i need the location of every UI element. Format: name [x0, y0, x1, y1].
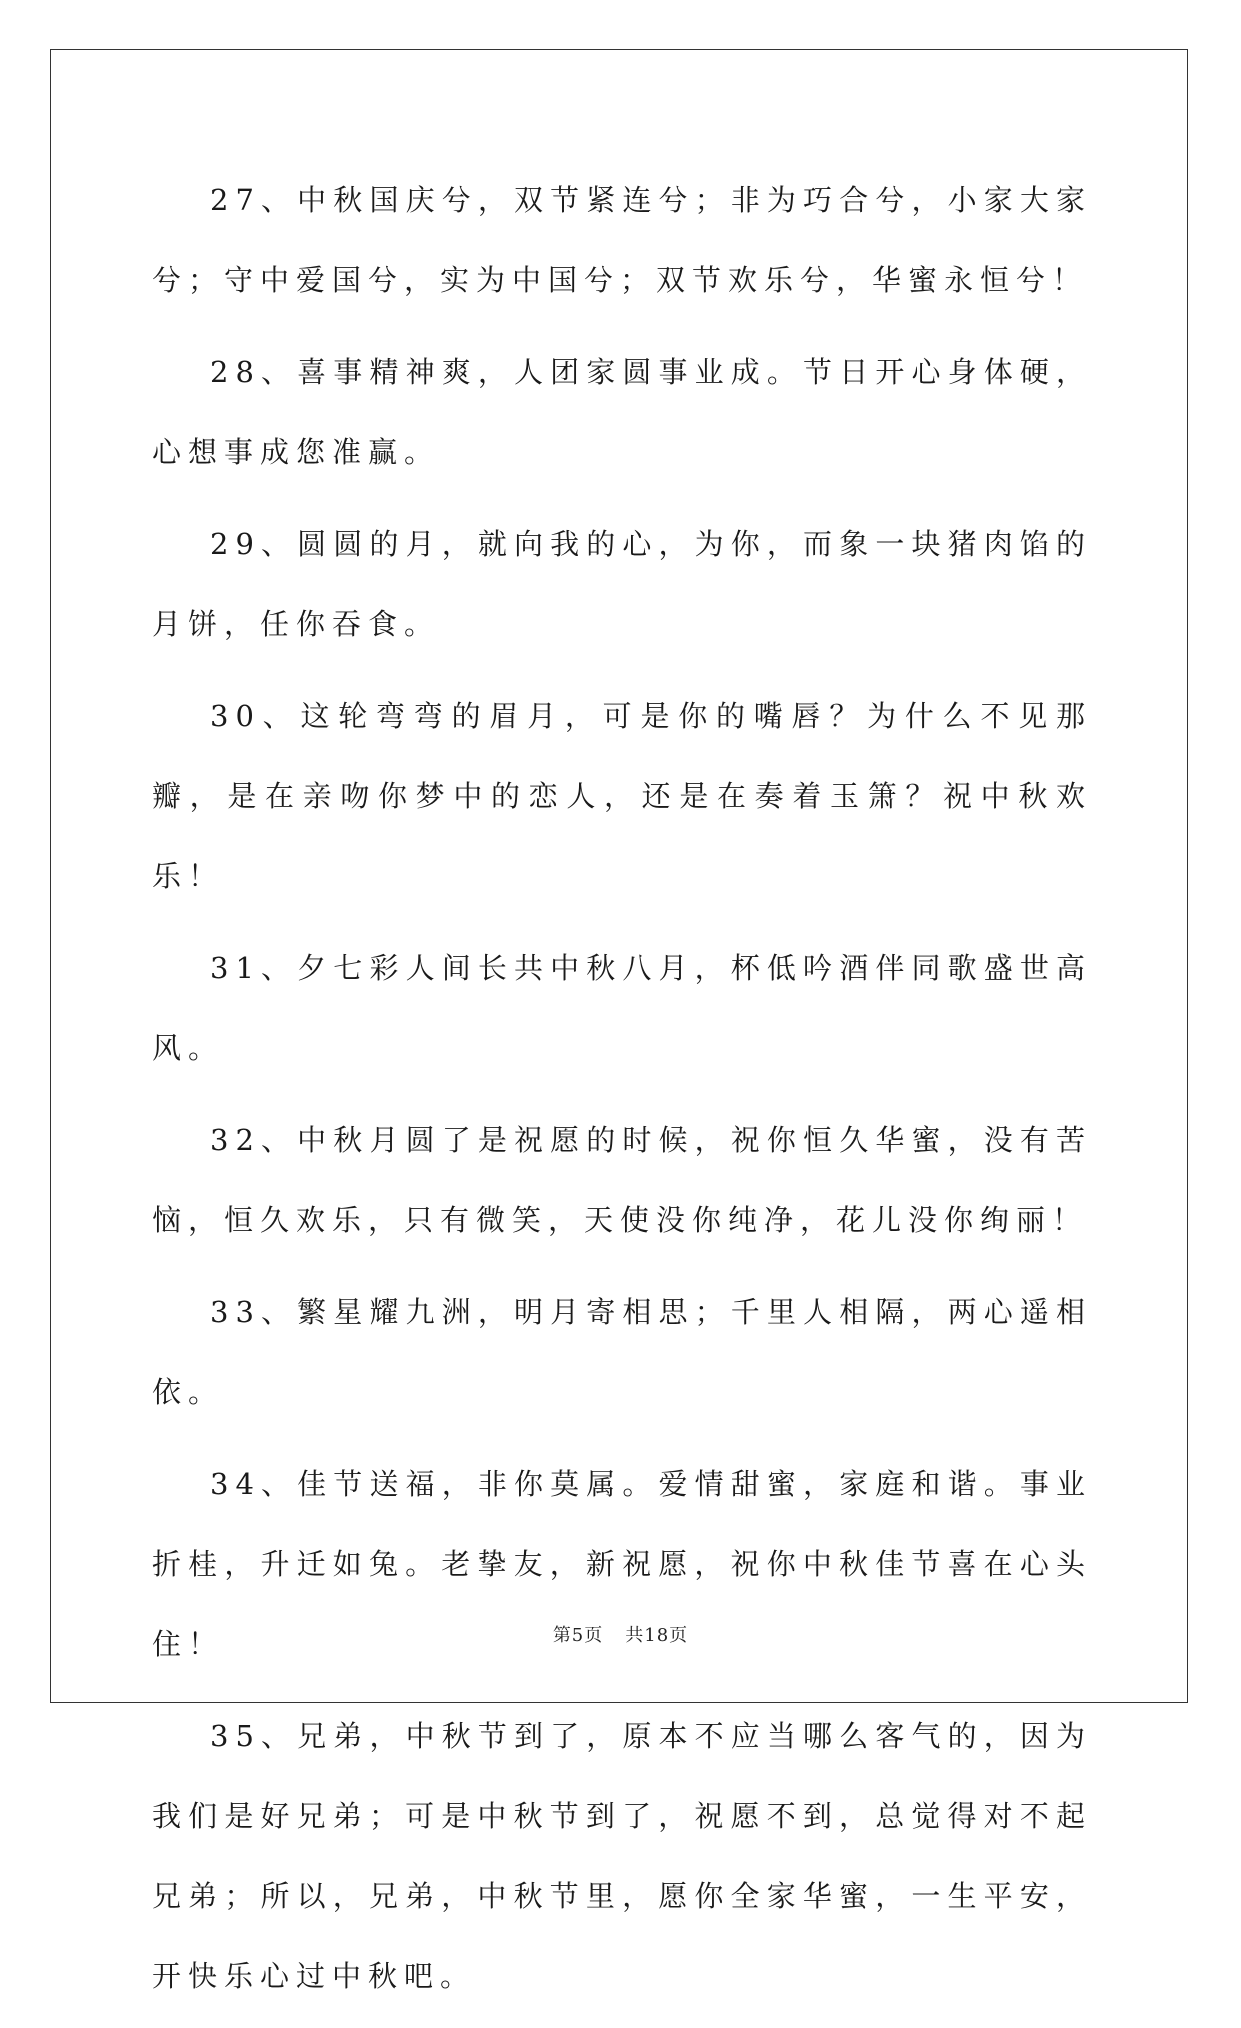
total-pages-label: 共18页	[625, 1625, 689, 1646]
current-page-label: 第5页	[552, 1625, 604, 1646]
paragraph-28: 28、喜事精神爽，人团家圆事业成。节日开心身体硬，心想事成您准赢。	[152, 355, 1092, 469]
paragraph-31: 31、夕七彩人间长共中秋八月，杯低吟酒伴同歌盛世高风。	[152, 951, 1092, 1065]
paragraph-34: 34、佳节送福，非你莫属。爱情甜蜜，家庭和谐。事业折桂，升迁如兔。老挚友，新祝愿，祝你中秋佳节喜在心头住！	[152, 1467, 1092, 1661]
paragraph-30: 30、这轮弯弯的眉月，可是你的嘴唇？为什么不见那瓣，是在亲吻你梦中的恋人，还是在奏着玉箫？祝中秋欢乐！	[152, 699, 1092, 893]
document-body	[152, 160, 1092, 2028]
paragraph-27: 27、中秋国庆兮，双节紧连兮；非为巧合兮，小家大家兮；守中爱国兮，实为中国兮；双节欢乐兮，华蜜永恒兮！	[152, 183, 1092, 297]
page-footer	[0, 1624, 1241, 1648]
paragraph-33: 33、繁星耀九洲，明月寄相思；千里人相隔，两心遥相依。	[152, 1295, 1092, 1409]
paragraph-35: 35、兄弟，中秋节到了，原本不应当哪么客气的，因为我们是好兄弟；可是中秋节到了，祝愿不到，总觉得对不起兄弟；所以，兄弟，中秋节里，愿你全家华蜜，一生平安，开快乐心过中秋吧。	[152, 1719, 1092, 1993]
paragraph-32: 32、中秋月圆了是祝愿的时候，祝你恒久华蜜，没有苦恼，恒久欢乐，只有微笑，天使没你纯净，花儿没你绚丽！	[152, 1123, 1092, 1237]
paragraph-29: 29、圆圆的月，就向我的心，为你，而象一块猪肉馅的月饼，任你吞食。	[152, 527, 1092, 641]
